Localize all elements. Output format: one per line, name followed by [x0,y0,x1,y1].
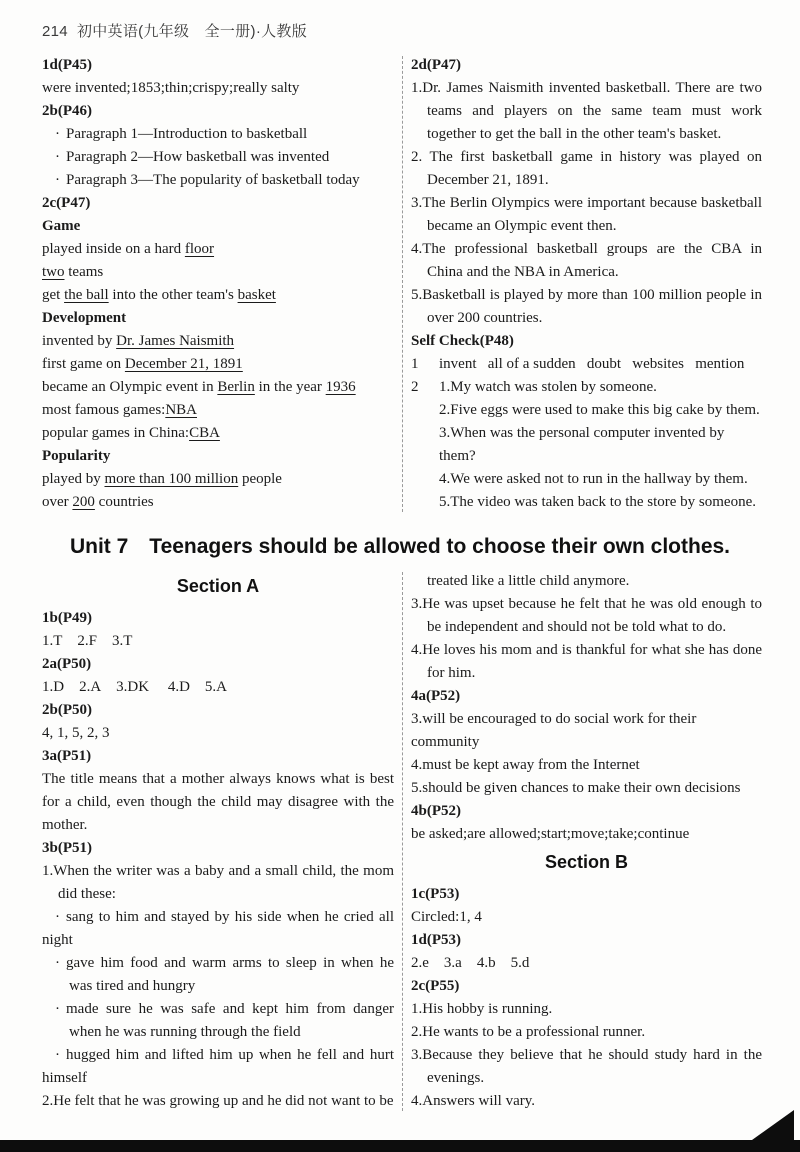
right-column-top [411,54,762,514]
item-text: 3.When was the personal computer invented by them? [439,425,725,464]
answer-heading: 1c(P53) [411,886,460,902]
numbered-item: 3.Because they believe that he should study hard in the evenings. [411,1047,762,1086]
item-number [411,422,439,468]
section-heading: Section A [176,576,260,596]
item-text: 5.The video was taken back to the store by someone. [439,494,756,510]
text-segment: get [42,287,65,303]
page-header [42,20,800,41]
underlined-answer: floor [184,241,215,257]
underlined-answer: the ball [64,287,109,303]
underlined-answer: two [42,264,65,280]
answer-heading: 3a(P51) [42,748,92,764]
underlined-answer: basket [237,287,276,303]
answer-line: 4.must be kept away from the Internet [411,757,640,773]
unit-title: Unit 7 Teenagers should be allowed to choose their own clothes. [69,535,731,558]
bullet-icon: · [55,172,60,188]
answer-line: 2.He wants to be a professional runner. [411,1024,646,1040]
text-segment: over [42,494,73,510]
answer-line [42,238,394,261]
answer-heading: Development [42,310,127,326]
answer-line: 4.Answers will vary. [411,1093,536,1109]
text-segment: first game on [42,356,125,372]
answer-heading: 4a(P52) [411,688,461,704]
numbered-item: 2.He felt that he was growing up and he did not want to be [42,1093,394,1109]
answer-heading: 2b(P46) [42,103,92,119]
page-number: 214 [42,23,68,40]
text-segment: played inside on a hard [42,241,185,257]
text-segment: became an Olympic event in [42,379,218,395]
answer-heading: 2c(P47) [42,195,91,211]
item-number: 2 [411,379,419,395]
top-columns [42,54,762,514]
underlined-answer: CBA [189,425,220,441]
numbered-item: 3.He was upset because he felt that he was old enough to be independent and should not be told what to do. [411,596,762,635]
bullet-item: · gave him food and warm arms to sleep in when he was tired and hungry [55,955,394,994]
bottom-bar [0,1140,800,1152]
numbered-item: 5.Basketball is played by more than 100 million people in over 200 countries. [411,287,762,326]
answer-line [42,261,394,284]
underlined-answer: 1936 [325,379,356,395]
item-text: 4.We were asked not to run in the hallway by them. [439,471,748,487]
answer-line: 4, 1, 5, 2, 3 [42,725,110,741]
answer-heading: Self Check(P48) [411,333,514,349]
bullet-icon: · [55,1001,60,1017]
bullet-icon: · [55,149,60,165]
bottom-columns [42,570,762,1113]
continuation-line: treated like a little child anymore. [427,573,630,589]
answer-line [42,284,394,307]
answer-line: be asked;are allowed;start;move;take;continue [411,826,690,842]
numbered-item: 1.When the writer was a baby and a small child, the mom did these: [42,863,394,902]
bullet-icon: · [55,1047,60,1063]
text-segment: into the other team's [108,287,238,303]
keyed-line [411,399,762,422]
bullet-item: · Paragraph 2—How basketball was invented [55,149,330,165]
numbered-item: 4.The professional basketball groups are the CBA in China and the NBA in America. [411,241,762,280]
answer-line [42,491,394,514]
right-column-bottom [411,570,762,1113]
keyed-line [411,353,762,376]
answer-heading: Game [42,218,81,234]
answer-heading: 1d(P45) [42,57,92,73]
text-segment: played by [42,471,105,487]
left-column-bottom [42,570,394,1113]
book-title: 初中英语(九年级 全一册)·人教版 [76,23,308,40]
bullet-icon: · [55,909,60,925]
answer-line: 2.e 3.a 4.b 5.d [411,955,530,971]
left-column-top [42,54,394,514]
answer-heading: 4b(P52) [411,803,461,819]
text-segment: teams [64,264,104,280]
answer-line [42,422,394,445]
underlined-answer: Dr. James Naismith [116,333,235,349]
answer-line: 1.His hobby is running. [411,1001,553,1017]
bullet-item: · made sure he was safe and kept him from danger when he was running through the field [55,1001,394,1040]
bullet-icon: · [55,955,60,971]
item-number [411,399,439,422]
keyed-line [411,376,762,399]
text-segment: in the year [254,379,326,395]
answer-line: 1.D 2.A 3.DK 4.D 5.A [42,679,227,695]
answer-line [42,353,394,376]
keyed-line [411,491,762,514]
keyed-line [411,422,762,468]
numbered-item: 2. The first basketball game in history was played on December 21, 1891. [411,149,762,188]
corner-triangle [752,1110,794,1140]
text-segment: popular games in China: [42,425,190,441]
answer-heading: Popularity [42,448,111,464]
numbered-item: 3.The Berlin Olympics were important because basketball became an Olympic event then. [411,195,762,234]
answer-heading: 1b(P49) [42,610,92,626]
item-text: 2.Five eggs were used to make this big cake by them. [439,402,760,418]
answer-heading: 2d(P47) [411,57,461,73]
bullet-icon: · [55,126,60,142]
answer-line: 5.should be given chances to make their own decisions [411,780,741,796]
section-heading: Section B [544,852,628,872]
answer-heading: 2a(P50) [42,656,92,672]
answer-line: 1.T 2.F 3.T [42,633,133,649]
text-segment: most famous games: [42,402,166,418]
answer-line [42,468,394,491]
text-segment: countries [94,494,154,510]
item-text: invent all of a sudden doubt websites mention [439,356,745,372]
text-segment: invented by [42,333,117,349]
text-segment: people [238,471,282,487]
bullet-item: · hugged him and lifted him up when he fell and hurt himself [42,1047,394,1086]
bullet-item: · Paragraph 3—The popularity of basketball today [55,172,360,188]
underlined-answer: more than 100 million [104,471,239,487]
answer-heading: 2c(P55) [411,978,460,994]
paragraph: The title means that a mother always knows what is best for a child, even though the child may disagree with the mother. [42,771,394,833]
underlined-answer: December 21, 1891 [124,356,243,372]
bullet-item: · sang to him and stayed by his side when he cried all night [42,909,394,948]
answer-heading: 1d(P53) [411,932,461,948]
answer-line [42,376,394,399]
answer-line [42,399,394,422]
numbered-item: 1.Dr. James Naismith invented basketball. There are two teams and players on the same team must work together to get the ball in the other team's basket. [411,80,762,142]
numbered-item: 4.He loves his mom and is thankful for what she has done for him. [411,642,762,681]
item-number [411,468,439,491]
answer-line: 3.will be encouraged to do social work for their community [411,711,697,750]
bullet-item: · Paragraph 1—Introduction to basketball [55,126,308,142]
underlined-answer: 200 [72,494,95,510]
item-text: 1.My watch was stolen by someone. [439,379,657,395]
answer-line [42,330,394,353]
column-divider [402,572,403,1111]
item-number: 1 [411,356,419,372]
answer-line: Circled:1, 4 [411,909,482,925]
answer-heading: 3b(P51) [42,840,92,856]
column-divider [402,56,403,512]
underlined-answer: NBA [165,402,197,418]
keyed-line [411,468,762,491]
answer-heading: 2b(P50) [42,702,92,718]
underlined-answer: Berlin [217,379,255,395]
answer-line: were invented;1853;thin;crispy;really salty [42,80,300,96]
item-number [411,491,439,514]
